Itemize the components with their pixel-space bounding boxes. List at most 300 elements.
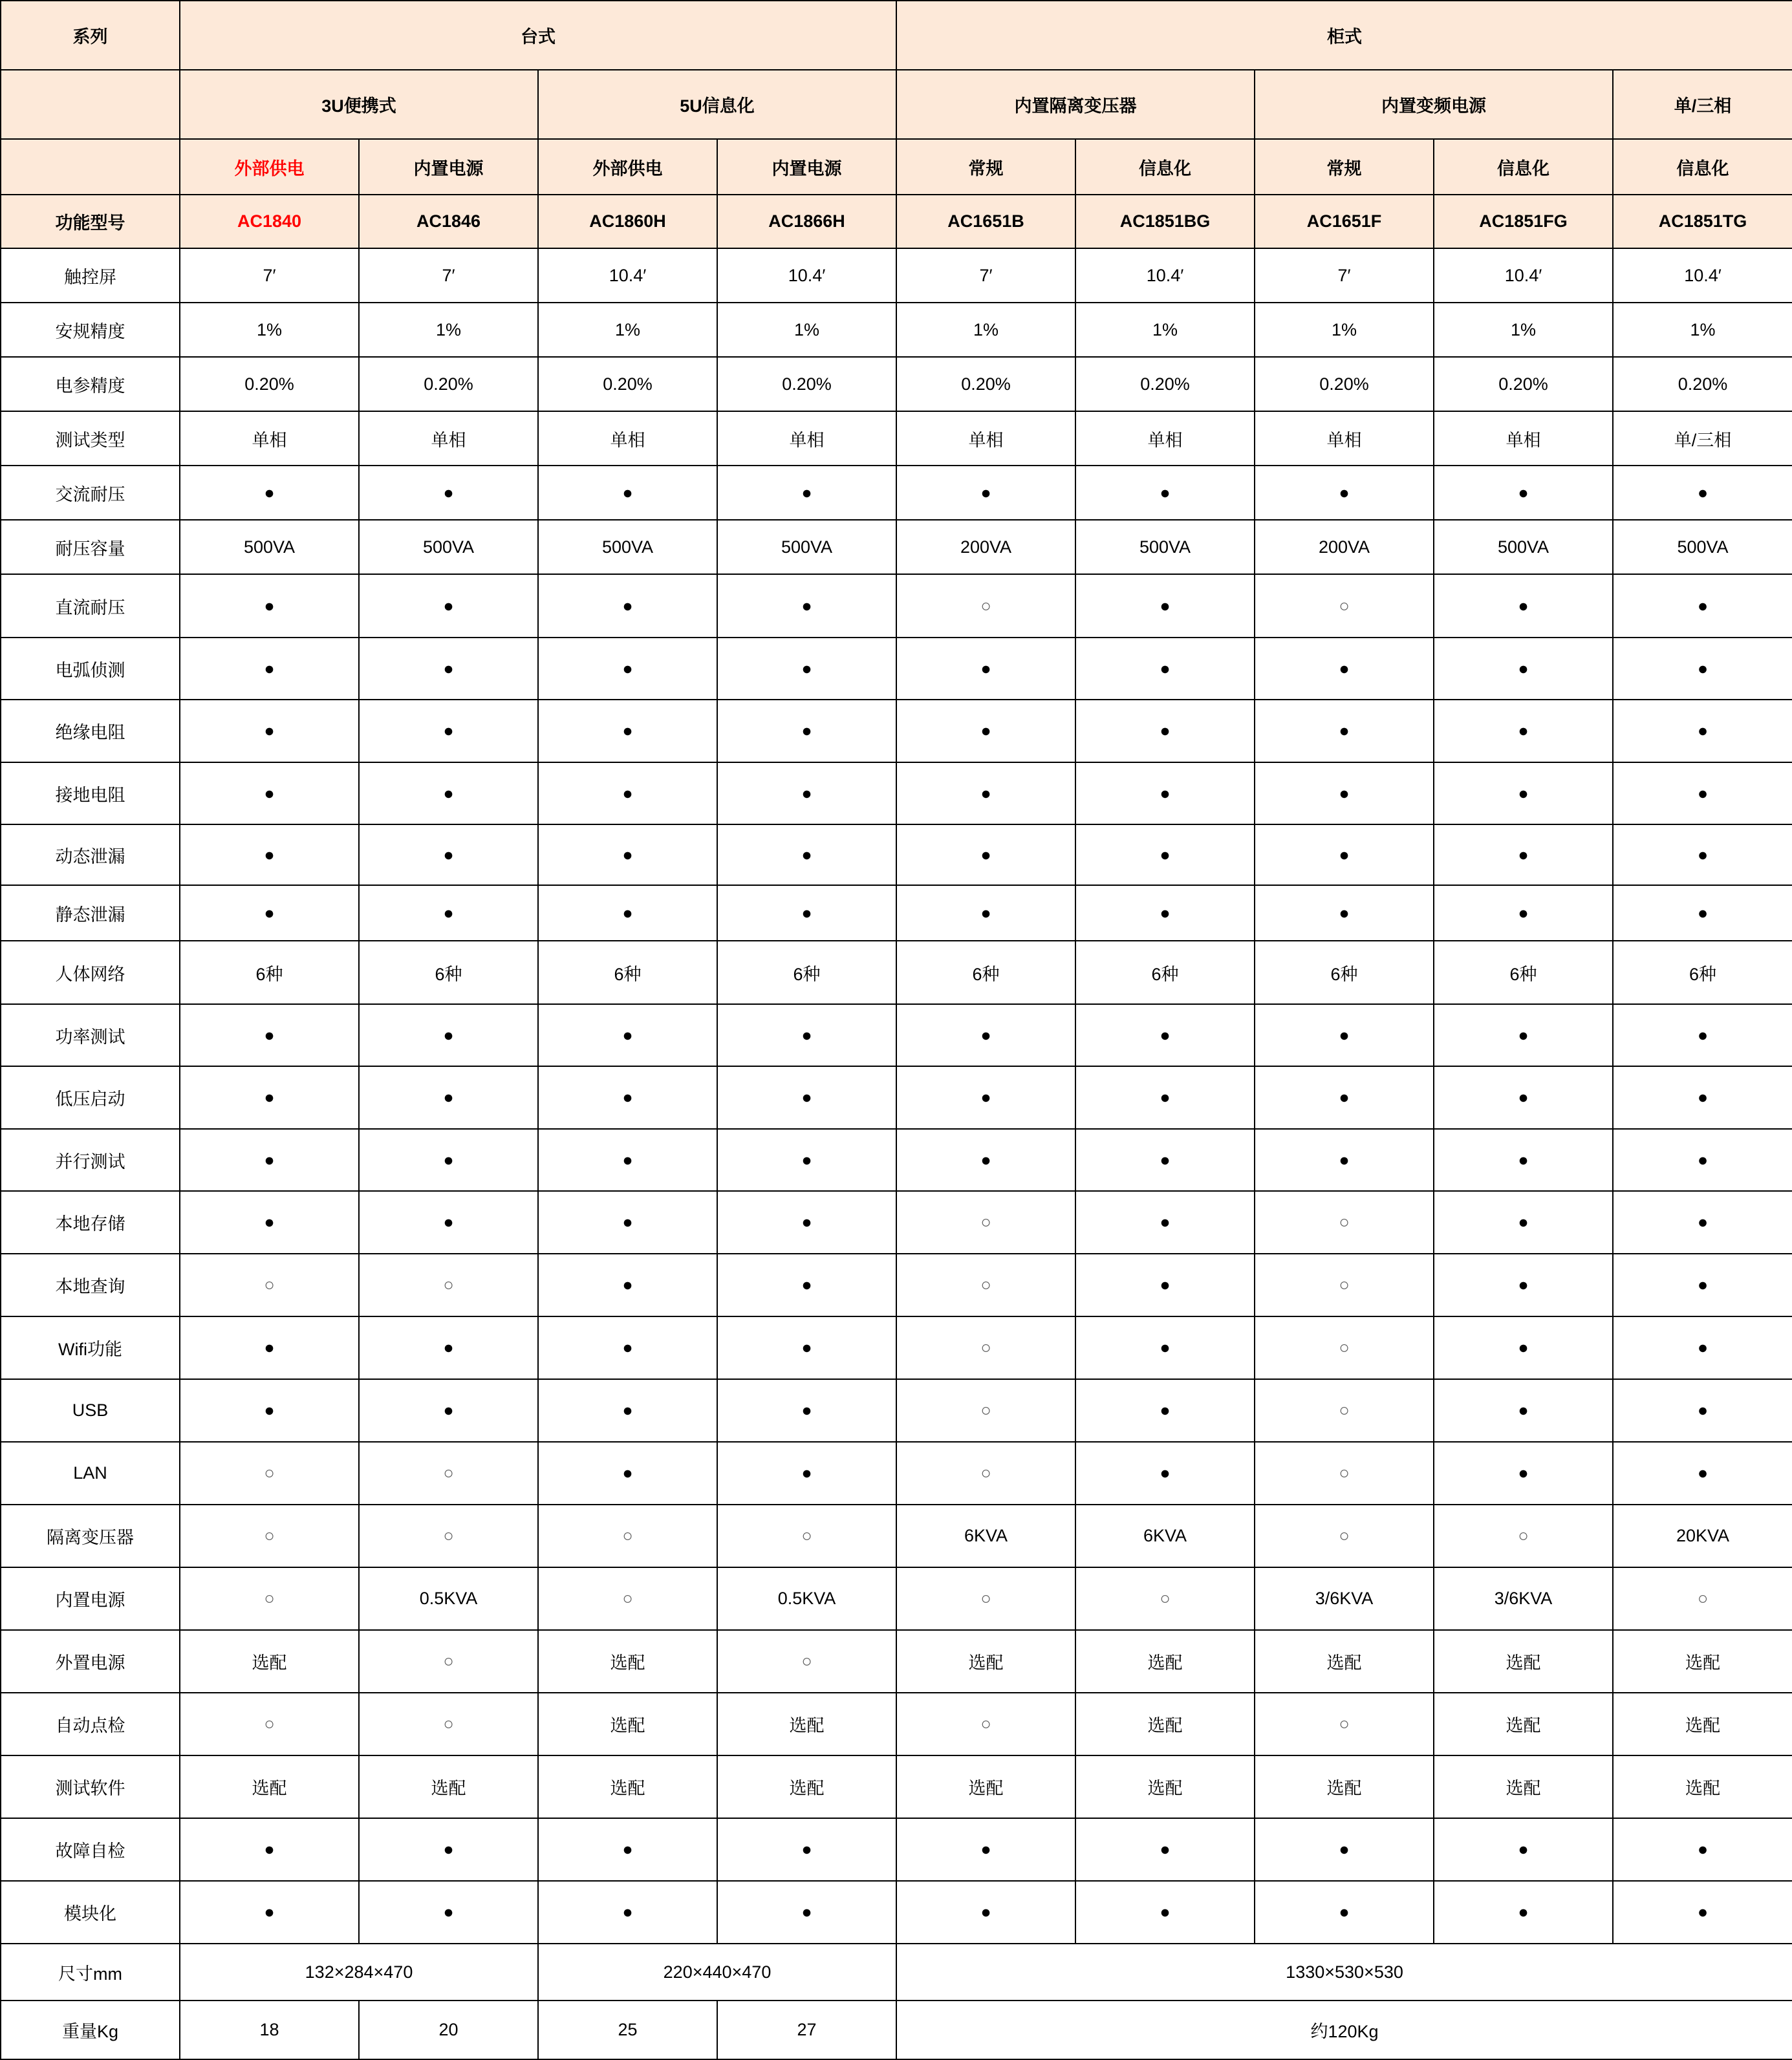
- feature-unsupported-icon: ○: [896, 574, 1075, 638]
- spec-value-cell: 500VA: [1613, 520, 1792, 574]
- spec-value-cell: 6种: [1613, 941, 1792, 1004]
- feature-supported-icon: ●: [1613, 574, 1792, 638]
- table-row: [1, 411, 1792, 466]
- feature-supported-icon: ●: [896, 1881, 1075, 1944]
- model-header-row: [1, 195, 1792, 248]
- table-row: [1, 941, 1792, 1004]
- feature-supported-icon: ●: [896, 1066, 1075, 1129]
- feature-supported-icon: ●: [1255, 1818, 1434, 1881]
- table-row: [1, 1818, 1792, 1881]
- table-row: [1, 520, 1792, 574]
- row-label: 电参精度: [1, 357, 180, 411]
- feature-unsupported-icon: ○: [717, 1505, 896, 1567]
- feature-supported-icon: ●: [896, 762, 1075, 824]
- spec-value-cell: 选配: [896, 1755, 1075, 1818]
- feature-supported-icon: ●: [1613, 824, 1792, 885]
- feature-supported-icon: ●: [180, 1191, 359, 1254]
- feature-supported-icon: ●: [538, 574, 717, 638]
- feature-supported-icon: ●: [180, 700, 359, 762]
- subgroup-header-row: [1, 70, 1792, 139]
- feature-unsupported-icon: ○: [359, 1630, 538, 1693]
- feature-supported-icon: ●: [717, 1254, 896, 1316]
- feature-supported-icon: ●: [896, 700, 1075, 762]
- feature-supported-icon: ●: [180, 1004, 359, 1066]
- feature-supported-icon: ●: [180, 1379, 359, 1442]
- spec-value-cell: 单相: [538, 411, 717, 466]
- feature-supported-icon: ●: [1434, 574, 1613, 638]
- feature-supported-icon: ●: [717, 466, 896, 520]
- feature-supported-icon: ●: [180, 638, 359, 700]
- row-label: 模块化: [1, 1881, 180, 1944]
- spec-value-cell: 10.4′: [1613, 248, 1792, 303]
- spec-value-cell: 6种: [359, 941, 538, 1004]
- feature-supported-icon: ●: [717, 1004, 896, 1066]
- feature-unsupported-icon: ○: [538, 1505, 717, 1567]
- spec-value-cell: 选配: [1434, 1755, 1613, 1818]
- feature-supported-icon: ●: [896, 1129, 1075, 1191]
- feature-unsupported-icon: ○: [1255, 1254, 1434, 1316]
- feature-supported-icon: ●: [180, 885, 359, 941]
- model-header: AC1860H: [538, 195, 717, 248]
- feature-supported-icon: ●: [717, 700, 896, 762]
- table-row: [1, 1755, 1792, 1818]
- feature-supported-icon: ●: [1434, 1442, 1613, 1505]
- feature-supported-icon: ●: [180, 1129, 359, 1191]
- feature-supported-icon: ●: [1075, 1881, 1255, 1944]
- feature-supported-icon: ●: [538, 885, 717, 941]
- feature-supported-icon: ●: [1075, 1818, 1255, 1881]
- spec-value-cell: 6种: [896, 941, 1075, 1004]
- row-label: 并行测试: [1, 1129, 180, 1191]
- feature-unsupported-icon: ○: [359, 1505, 538, 1567]
- row-label: 静态泄漏: [1, 885, 180, 941]
- feature-unsupported-icon: ○: [896, 1191, 1075, 1254]
- spec-value-cell: 选配: [896, 1630, 1075, 1693]
- row-label: 测试类型: [1, 411, 180, 466]
- feature-supported-icon: ●: [717, 1129, 896, 1191]
- feature-supported-icon: ●: [717, 1066, 896, 1129]
- feature-supported-icon: ●: [180, 1818, 359, 1881]
- feature-supported-icon: ●: [1434, 1004, 1613, 1066]
- table-row: [1, 638, 1792, 700]
- feature-supported-icon: ●: [538, 1254, 717, 1316]
- row-label: 触控屏: [1, 248, 180, 303]
- feature-supported-icon: ●: [1255, 1066, 1434, 1129]
- feature-supported-icon: ●: [896, 885, 1075, 941]
- feature-supported-icon: ●: [1434, 1316, 1613, 1379]
- spec-value-cell: 选配: [538, 1630, 717, 1693]
- spec-value-cell: 1%: [1613, 303, 1792, 357]
- feature-supported-icon: ●: [538, 1442, 717, 1505]
- row-label: 重量Kg: [1, 2001, 180, 2059]
- row-label: 接地电阻: [1, 762, 180, 824]
- table-row: [1, 824, 1792, 885]
- spec-value-cell: 0.20%: [359, 357, 538, 411]
- table-row: [1, 1630, 1792, 1693]
- feature-unsupported-icon: ○: [717, 1630, 896, 1693]
- row-label: 绝缘电阻: [1, 700, 180, 762]
- row-label: 动态泄漏: [1, 824, 180, 885]
- table-row: [1, 248, 1792, 303]
- feature-supported-icon: ●: [359, 1316, 538, 1379]
- row-label: 电弧侦测: [1, 638, 180, 700]
- feature-supported-icon: ●: [359, 1129, 538, 1191]
- spec-value-cell: 18: [180, 2001, 359, 2059]
- spec-value-cell: 1%: [1434, 303, 1613, 357]
- feature-supported-icon: ●: [717, 762, 896, 824]
- feature-supported-icon: ●: [896, 1004, 1075, 1066]
- model-label-cell: 功能型号: [1, 195, 180, 248]
- spec-value-cell: 0.20%: [717, 357, 896, 411]
- spec-value-cell: 0.20%: [1613, 357, 1792, 411]
- model-header: AC1866H: [717, 195, 896, 248]
- feature-supported-icon: ●: [359, 700, 538, 762]
- spec-value-cell: 单相: [896, 411, 1075, 466]
- subgroup-header: 单/三相: [1613, 70, 1792, 139]
- spec-value-cell: 1%: [538, 303, 717, 357]
- feature-supported-icon: ●: [1613, 700, 1792, 762]
- model-header: AC1651B: [896, 195, 1075, 248]
- feature-supported-icon: ●: [1075, 824, 1255, 885]
- feature-supported-icon: ●: [1075, 1379, 1255, 1442]
- feature-supported-icon: ●: [1075, 574, 1255, 638]
- spec-value-cell: 0.20%: [1434, 357, 1613, 411]
- spec-value-cell: 0.20%: [1255, 357, 1434, 411]
- feature-supported-icon: ●: [1255, 638, 1434, 700]
- feature-unsupported-icon: ○: [1255, 1505, 1434, 1567]
- feature-unsupported-icon: ○: [896, 1254, 1075, 1316]
- feature-supported-icon: ●: [896, 466, 1075, 520]
- table-row: [1, 762, 1792, 824]
- feature-supported-icon: ●: [1613, 466, 1792, 520]
- table-row: [1, 1442, 1792, 1505]
- feature-supported-icon: ●: [1434, 1818, 1613, 1881]
- feature-unsupported-icon: ○: [1434, 1505, 1613, 1567]
- spec-value-cell: 200VA: [896, 520, 1075, 574]
- table-row: [1, 1129, 1792, 1191]
- group-header-cabinet: 柜式: [896, 1, 1792, 70]
- feature-supported-icon: ●: [359, 1066, 538, 1129]
- feature-supported-icon: ●: [1613, 1316, 1792, 1379]
- feature-supported-icon: ●: [538, 1129, 717, 1191]
- feature-supported-icon: ●: [1434, 638, 1613, 700]
- weight-row: [1, 2001, 1792, 2059]
- feature-supported-icon: ●: [717, 1316, 896, 1379]
- feature-unsupported-icon: ○: [1255, 574, 1434, 638]
- feature-supported-icon: ●: [359, 885, 538, 941]
- spec-value-cell: 132×284×470: [180, 1944, 538, 2001]
- row-label: 低压启动: [1, 1066, 180, 1129]
- empty-corner-cell: [1, 70, 180, 139]
- spec-value-cell: 10.4′: [538, 248, 717, 303]
- feature-supported-icon: ●: [1613, 1254, 1792, 1316]
- spec-value-cell: 27: [717, 2001, 896, 2059]
- feature-unsupported-icon: ○: [180, 1254, 359, 1316]
- table-row: [1, 466, 1792, 520]
- spec-value-cell: 0.20%: [1075, 357, 1255, 411]
- feature-supported-icon: ●: [538, 824, 717, 885]
- feature-supported-icon: ●: [180, 762, 359, 824]
- row-label: 功率测试: [1, 1004, 180, 1066]
- table-row: [1, 1004, 1792, 1066]
- feature-supported-icon: ●: [1255, 700, 1434, 762]
- spec-value-cell: 1330×530×530: [896, 1944, 1792, 2001]
- variant-header: 内置电源: [717, 139, 896, 195]
- spec-value-cell: 0.20%: [896, 357, 1075, 411]
- feature-supported-icon: ●: [1255, 1881, 1434, 1944]
- table-row: [1, 357, 1792, 411]
- feature-supported-icon: ●: [1613, 1442, 1792, 1505]
- feature-unsupported-icon: ○: [1255, 1191, 1434, 1254]
- model-header: AC1651F: [1255, 195, 1434, 248]
- feature-supported-icon: ●: [359, 466, 538, 520]
- feature-unsupported-icon: ○: [1075, 1567, 1255, 1630]
- spec-value-cell: 500VA: [717, 520, 896, 574]
- feature-unsupported-icon: ○: [180, 1693, 359, 1755]
- row-label: 直流耐压: [1, 574, 180, 638]
- feature-supported-icon: ●: [180, 466, 359, 520]
- spec-value-cell: 220×440×470: [538, 1944, 896, 2001]
- spec-value-cell: 选配: [1434, 1630, 1613, 1693]
- feature-unsupported-icon: ○: [1613, 1567, 1792, 1630]
- size-row: [1, 1944, 1792, 2001]
- feature-unsupported-icon: ○: [359, 1442, 538, 1505]
- variant-header: 常规: [896, 139, 1075, 195]
- variant-header: 外部供电: [180, 139, 359, 195]
- row-label: 人体网络: [1, 941, 180, 1004]
- feature-supported-icon: ●: [1075, 1129, 1255, 1191]
- feature-unsupported-icon: ○: [180, 1505, 359, 1567]
- feature-supported-icon: ●: [896, 638, 1075, 700]
- feature-unsupported-icon: ○: [180, 1567, 359, 1630]
- spec-value-cell: 1%: [1075, 303, 1255, 357]
- spec-value-cell: 1%: [180, 303, 359, 357]
- spec-value-cell: 0.20%: [180, 357, 359, 411]
- feature-supported-icon: ●: [538, 1379, 717, 1442]
- spec-value-cell: 选配: [1255, 1755, 1434, 1818]
- feature-unsupported-icon: ○: [359, 1254, 538, 1316]
- spec-value-cell: 选配: [1434, 1693, 1613, 1755]
- row-label: Wifi功能: [1, 1316, 180, 1379]
- spec-value-cell: 500VA: [1075, 520, 1255, 574]
- feature-unsupported-icon: ○: [896, 1567, 1075, 1630]
- spec-value-cell: 20KVA: [1613, 1505, 1792, 1567]
- feature-supported-icon: ●: [1434, 1881, 1613, 1944]
- spec-value-cell: 单相: [717, 411, 896, 466]
- feature-supported-icon: ●: [180, 1881, 359, 1944]
- feature-supported-icon: ●: [359, 1881, 538, 1944]
- table-row: [1, 1191, 1792, 1254]
- spec-value-cell: 25: [538, 2001, 717, 2059]
- spec-value-cell: 1%: [896, 303, 1075, 357]
- table-row: [1, 1254, 1792, 1316]
- row-label: 故障自检: [1, 1818, 180, 1881]
- feature-supported-icon: ●: [1075, 1191, 1255, 1254]
- group-header-desktop: 台式: [180, 1, 896, 70]
- feature-supported-icon: ●: [538, 762, 717, 824]
- feature-supported-icon: ●: [359, 638, 538, 700]
- feature-supported-icon: ●: [896, 1818, 1075, 1881]
- feature-supported-icon: ●: [1255, 1129, 1434, 1191]
- feature-supported-icon: ●: [1613, 762, 1792, 824]
- spec-value-cell: 选配: [180, 1755, 359, 1818]
- spec-value-cell: 6KVA: [896, 1505, 1075, 1567]
- feature-unsupported-icon: ○: [1255, 1693, 1434, 1755]
- spec-value-cell: 200VA: [1255, 520, 1434, 574]
- spec-value-cell: 10.4′: [717, 248, 896, 303]
- subgroup-header: 5U信息化: [538, 70, 896, 139]
- model-header: AC1851FG: [1434, 195, 1613, 248]
- model-header: AC1840: [180, 195, 359, 248]
- spec-value-cell: 6种: [538, 941, 717, 1004]
- table-row: [1, 574, 1792, 638]
- spec-value-cell: 10.4′: [1434, 248, 1613, 303]
- spec-value-cell: 选配: [1613, 1755, 1792, 1818]
- feature-supported-icon: ●: [717, 1191, 896, 1254]
- feature-supported-icon: ●: [1613, 1818, 1792, 1881]
- spec-value-cell: 0.5KVA: [717, 1567, 896, 1630]
- feature-supported-icon: ●: [538, 1191, 717, 1254]
- spec-value-cell: 选配: [717, 1693, 896, 1755]
- feature-supported-icon: ●: [1075, 638, 1255, 700]
- feature-supported-icon: ●: [1613, 1191, 1792, 1254]
- feature-supported-icon: ●: [1434, 1129, 1613, 1191]
- feature-unsupported-icon: ○: [1255, 1379, 1434, 1442]
- row-label: LAN: [1, 1442, 180, 1505]
- feature-supported-icon: ●: [359, 574, 538, 638]
- spec-value-cell: 选配: [1075, 1630, 1255, 1693]
- feature-supported-icon: ●: [1434, 824, 1613, 885]
- variant-header: 信息化: [1434, 139, 1613, 195]
- row-label: 尺寸mm: [1, 1944, 180, 2001]
- spec-value-cell: 7′: [896, 248, 1075, 303]
- feature-supported-icon: ●: [1434, 700, 1613, 762]
- feature-supported-icon: ●: [1075, 885, 1255, 941]
- feature-supported-icon: ●: [1075, 762, 1255, 824]
- spec-value-cell: 选配: [180, 1630, 359, 1693]
- spec-value-cell: 500VA: [538, 520, 717, 574]
- feature-supported-icon: ●: [538, 700, 717, 762]
- spec-value-cell: 1%: [1255, 303, 1434, 357]
- feature-unsupported-icon: ○: [1255, 1316, 1434, 1379]
- feature-supported-icon: ●: [359, 762, 538, 824]
- feature-supported-icon: ●: [1075, 1316, 1255, 1379]
- spec-value-cell: 7′: [180, 248, 359, 303]
- spec-value-cell: 6种: [1434, 941, 1613, 1004]
- feature-supported-icon: ●: [180, 1066, 359, 1129]
- feature-supported-icon: ●: [1434, 762, 1613, 824]
- feature-supported-icon: ●: [359, 1004, 538, 1066]
- feature-supported-icon: ●: [359, 1379, 538, 1442]
- empty-corner-cell: [1, 139, 180, 195]
- feature-supported-icon: ●: [180, 824, 359, 885]
- table-row: [1, 303, 1792, 357]
- feature-supported-icon: ●: [1613, 638, 1792, 700]
- subgroup-header: 内置变频电源: [1255, 70, 1613, 139]
- feature-supported-icon: ●: [1613, 1881, 1792, 1944]
- spec-value-cell: 单相: [1075, 411, 1255, 466]
- spec-value-cell: 20: [359, 2001, 538, 2059]
- model-header: AC1851TG: [1613, 195, 1792, 248]
- variant-header: 信息化: [1613, 139, 1792, 195]
- subgroup-header: 内置隔离变压器: [896, 70, 1255, 139]
- table-row: [1, 700, 1792, 762]
- feature-supported-icon: ●: [1434, 1066, 1613, 1129]
- table-body: [1, 1, 1792, 2059]
- feature-supported-icon: ●: [1255, 885, 1434, 941]
- feature-unsupported-icon: ○: [896, 1316, 1075, 1379]
- spec-value-cell: 6种: [1255, 941, 1434, 1004]
- spec-value-cell: 约120Kg: [896, 2001, 1792, 2059]
- feature-supported-icon: ●: [359, 1191, 538, 1254]
- series-label-cell: 系列: [1, 1, 180, 70]
- row-label: 内置电源: [1, 1567, 180, 1630]
- feature-supported-icon: ●: [1613, 1066, 1792, 1129]
- feature-unsupported-icon: ○: [896, 1442, 1075, 1505]
- feature-supported-icon: ●: [1075, 1066, 1255, 1129]
- feature-supported-icon: ●: [1075, 1004, 1255, 1066]
- feature-supported-icon: ●: [538, 1004, 717, 1066]
- feature-supported-icon: ●: [538, 466, 717, 520]
- feature-supported-icon: ●: [717, 1442, 896, 1505]
- row-label: 本地存储: [1, 1191, 180, 1254]
- feature-supported-icon: ●: [717, 1881, 896, 1944]
- feature-supported-icon: ●: [1613, 1004, 1792, 1066]
- spec-value-cell: 7′: [359, 248, 538, 303]
- spec-value-cell: 6KVA: [1075, 1505, 1255, 1567]
- spec-value-cell: 选配: [1613, 1693, 1792, 1755]
- spec-value-cell: 选配: [1075, 1755, 1255, 1818]
- model-header: AC1851BG: [1075, 195, 1255, 248]
- feature-supported-icon: ●: [538, 1316, 717, 1379]
- feature-supported-icon: ●: [359, 1818, 538, 1881]
- feature-supported-icon: ●: [1613, 1379, 1792, 1442]
- spec-value-cell: 单/三相: [1613, 411, 1792, 466]
- feature-supported-icon: ●: [180, 1316, 359, 1379]
- feature-supported-icon: ●: [1255, 824, 1434, 885]
- spec-value-cell: 6种: [1075, 941, 1255, 1004]
- feature-supported-icon: ●: [1255, 1004, 1434, 1066]
- table-row: [1, 1567, 1792, 1630]
- feature-supported-icon: ●: [1075, 466, 1255, 520]
- spec-value-cell: 0.5KVA: [359, 1567, 538, 1630]
- spec-value-cell: 单相: [1255, 411, 1434, 466]
- feature-supported-icon: ●: [1434, 885, 1613, 941]
- feature-supported-icon: ●: [1434, 466, 1613, 520]
- feature-supported-icon: ●: [359, 824, 538, 885]
- spec-value-cell: 选配: [1075, 1693, 1255, 1755]
- spec-value-cell: 500VA: [359, 520, 538, 574]
- row-label: 耐压容量: [1, 520, 180, 574]
- feature-supported-icon: ●: [1075, 1254, 1255, 1316]
- spec-value-cell: 0.20%: [538, 357, 717, 411]
- variant-header: 常规: [1255, 139, 1434, 195]
- feature-supported-icon: ●: [538, 638, 717, 700]
- row-label: 隔离变压器: [1, 1505, 180, 1567]
- feature-supported-icon: ●: [1613, 885, 1792, 941]
- variant-header: 信息化: [1075, 139, 1255, 195]
- row-label: 自动点检: [1, 1693, 180, 1755]
- subgroup-header: 3U便携式: [180, 70, 538, 139]
- spec-value-cell: 3/6KVA: [1255, 1567, 1434, 1630]
- feature-supported-icon: ●: [717, 1379, 896, 1442]
- variant-header-row: [1, 139, 1792, 195]
- spec-value-cell: 选配: [717, 1755, 896, 1818]
- variant-header: 外部供电: [538, 139, 717, 195]
- variant-header: 内置电源: [359, 139, 538, 195]
- spec-value-cell: 单相: [359, 411, 538, 466]
- feature-supported-icon: ●: [180, 574, 359, 638]
